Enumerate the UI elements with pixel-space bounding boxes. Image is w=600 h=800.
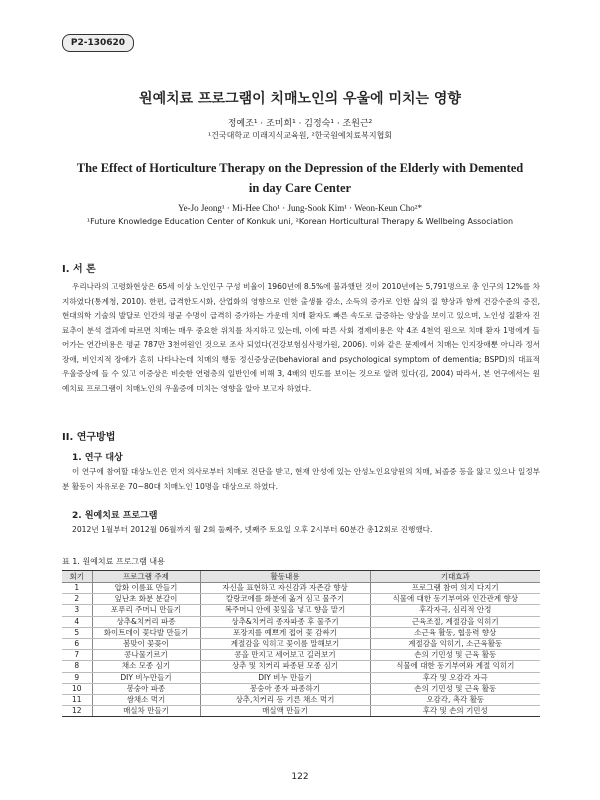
cell-activity: 상추&치커리 종자파종 후 물주기 xyxy=(200,616,370,627)
subsection-heading-program: 2. 원예치료 프로그램 xyxy=(72,511,158,521)
cell-effect: 오감각, 촉각 활동 xyxy=(370,694,540,705)
cell-effect: 손의 기민성 및 근육 활동 xyxy=(370,650,540,661)
header-activity: 활동내용 xyxy=(200,571,370,583)
affiliation-english: ¹Future Knowledge Education Center of Konkuk uni, ²Korean Horticultural Therapy & Wellbeing Association xyxy=(86,217,514,226)
section-heading-methods: II. 연구방법 xyxy=(62,432,116,443)
cell-session: 7 xyxy=(62,650,92,661)
cell-activity: 상추 및 치커리 파종된 모종 심기 xyxy=(200,661,370,672)
program-paragraph: 2012년 1월부터 2012월 06월까지 월 2회 둘째주, 넷째주 토요일 오후 2시부터 60분간 총12회로 진행했다. xyxy=(72,525,433,534)
cell-session: 12 xyxy=(62,706,92,717)
cell-activity: 복주머니 안에 꽃잎을 넣고 향을 맡기 xyxy=(200,605,370,616)
table-row xyxy=(62,605,540,616)
cell-theme: 매실차 만들기 xyxy=(92,706,200,717)
subjects-paragraph: 이 연구에 참여할 대상노인은 먼저 의사로부터 치매로 진단을 받고, 현재 안성에 있는 안성노인요양원의 치매, 뇌졸중 등을 앓고 있으나 일정부분 활동이 자유로운 70~80대 치매노인 10명을 대상으로 하였다. xyxy=(62,467,540,491)
cell-effect: 후각 및 손의 기민성 xyxy=(370,706,540,717)
cell-effect: 식물에 대한 동기부여와 계절 익히기 xyxy=(370,661,540,672)
cell-activity: 자신을 표현하고 자신감과 자존감 향상 xyxy=(200,583,370,594)
abstract-code-badge: P2-130620 xyxy=(62,34,134,52)
table-row xyxy=(62,627,540,638)
table-row xyxy=(62,638,540,649)
cell-effect: 계절감을 익히기, 소근육활동 xyxy=(370,638,540,649)
cell-session: 2 xyxy=(62,594,92,605)
cell-theme: 봄맞이 꽃꽂이 xyxy=(92,638,200,649)
cell-theme: 상추&치커리 파종 xyxy=(92,616,200,627)
table-row xyxy=(62,694,540,705)
cell-theme: 화이트데이 꽃다발 만들기 xyxy=(92,627,200,638)
page-number: 122 xyxy=(291,772,309,782)
cell-session: 5 xyxy=(62,627,92,638)
program-table xyxy=(62,570,540,717)
cell-effect: 후각자극, 심리적 안정 xyxy=(370,605,540,616)
cell-theme: 채소 모종 심기 xyxy=(92,661,200,672)
cell-session: 10 xyxy=(62,683,92,694)
cell-session: 1 xyxy=(62,583,92,594)
cell-session: 3 xyxy=(62,605,92,616)
cell-activity: 콩을 만지고 세어보고 길러보기 xyxy=(200,650,370,661)
cell-session: 4 xyxy=(62,616,92,627)
cell-effect: 후각 및 오감각 자극 xyxy=(370,672,540,683)
cell-session: 8 xyxy=(62,661,92,672)
table-header-row xyxy=(62,571,540,583)
header-program-theme: 프로그램 주제 xyxy=(92,571,200,583)
table-caption: 표 1. 원예치료 프로그램 내용 xyxy=(62,557,165,566)
cell-activity: 계절감을 익히고 꽃이름 말해보기 xyxy=(200,638,370,649)
table-row xyxy=(62,672,540,683)
title-english: The Effect of Horticulture Therapy on the Depression of the Elderly with Demented in day Care Center xyxy=(76,161,524,195)
cell-effect: 소근육 활동, 협응력 향상 xyxy=(370,627,540,638)
affiliation-korean: ¹건국대학교 미래지식교육원, ²한국원예치료복지협회 xyxy=(207,131,393,140)
intro-paragraph: 우리나라의 고령화현상은 65세 이상 노인인구 구성 비율이 1960년에 8.5%에 불과했던 것이 2010년에는 5,791명으로 총 인구의 12%를 차지하였다(통계청, 2010). 한편, 급격한도시화, 산업화의 영향으로 인한 출생률 감소, 소득의 증가로 인한 삶의 질 향상과 함께 건강수준의 증진, 현대의학 기술의 발달로 인간의 평균 수명이 급격히 증가하는 가운데 치매 환자도 빠른 속도로 급증하는 양상을 보이고 있으며, 노인성 질환자 진료추이 분석 결과에 따르면 치매는 매우 중요한 위치를 차지하고 있는데, 이에 따른 사회 경제비용은 약 4조 4천억 원으로 치매 환자 1명에게 들어가는 연간비용은 평균 787만 3천여원인 것으로 조사 되었다(건강보험심사평가원, 2006). 이와 같은 문제에서 치매는 인지장애뿐 아니라 정서장애, 비인지적 장애가 흔히 나타나는데 치매의 행동 정신증상군(behavioral and psychological symptom of dementia; BSPD)의 대표적 우울증상에 들 수 있고 이증상은 비슷한 연령층의 일반인에 비해 3, 4배의 빈도를 보이는 것으로 알려 있다(김, 2004) 따라서, 본 연구에서는 원예치료 프로그램이 치매노인의 우울증에 미치는 영향을 알아 보고자 하였다. xyxy=(62,282,541,393)
cell-effect: 프로그램 참여 의지 다지기 xyxy=(370,583,540,594)
cell-theme: 콩나물기르기 xyxy=(92,650,200,661)
authors-english: Ye-Jo Jeong¹ · Mi-Hee Cho¹ · Jung-Sook Kim¹ · Weon-Keun Cho²* xyxy=(178,203,422,213)
cell-theme: DIY 비누만들기 xyxy=(92,672,200,683)
cell-activity: 칼랑코에를 화분에 옮겨 심고 물주기 xyxy=(200,594,370,605)
cell-activity: 포장지를 예쁘게 접어 꽃 감싸기 xyxy=(200,627,370,638)
cell-effect: 근육조절, 계절감을 익히기 xyxy=(370,616,540,627)
table-row xyxy=(62,706,540,717)
title-korean: 원예치료 프로그램이 치매노인의 우울에 미치는 영향 xyxy=(139,91,461,107)
cell-session: 6 xyxy=(62,638,92,649)
table-row xyxy=(62,650,540,661)
cell-activity: 상추,치커리 등 기른 채소 먹기 xyxy=(200,694,370,705)
table-row xyxy=(62,616,540,627)
header-expected-effect: 기대효과 xyxy=(370,571,540,583)
cell-session: 11 xyxy=(62,694,92,705)
cell-theme: 봉숭아 파종 xyxy=(92,683,200,694)
cell-effect: 식물에 대한 동기부여와 인간관계 향상 xyxy=(370,594,540,605)
authors-korean: 정예조¹ · 조미희¹ · 김정숙¹ · 조원근² xyxy=(227,119,373,129)
cell-theme: 포푸리 주머니 만들기 xyxy=(92,605,200,616)
table-row xyxy=(62,661,540,672)
cell-activity: DIY 비누 만들기 xyxy=(200,672,370,683)
cell-activity: 봉숭아 종자 파종하기 xyxy=(200,683,370,694)
table-row xyxy=(62,594,540,605)
table-row xyxy=(62,583,540,594)
table-row xyxy=(62,683,540,694)
header-session: 회기 xyxy=(62,571,92,583)
cell-activity: 매실액 만들기 xyxy=(200,706,370,717)
subsection-heading-subjects: 1. 연구 대상 xyxy=(72,453,123,463)
cell-theme: 잎난초 화분 분갈이 xyxy=(92,594,200,605)
cell-theme: 압화 이름표 만들기 xyxy=(92,583,200,594)
cell-theme: 쌈채소 먹기 xyxy=(92,694,200,705)
section-heading-intro: I. 서 론 xyxy=(62,264,96,275)
cell-session: 9 xyxy=(62,672,92,683)
cell-effect: 손의 기민성 및 근육 활동 xyxy=(370,683,540,694)
